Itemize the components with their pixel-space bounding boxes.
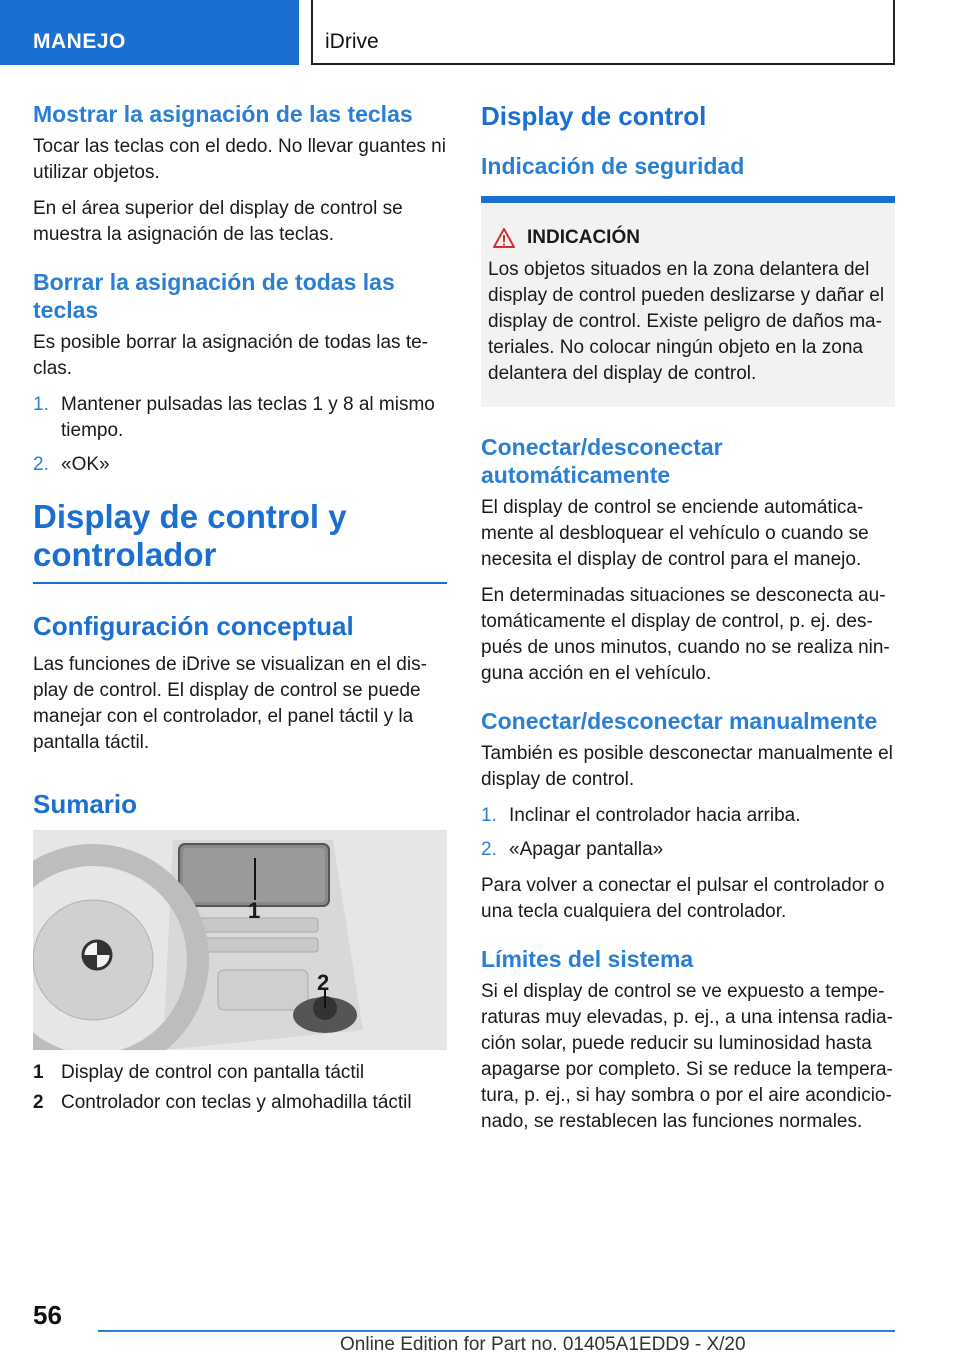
paragraph: En determinadas situaciones se desconecta au‐ tomáticamente el display de control, p. ej. des‐ pués de unos minutos, cuando no se realiza nin‐ guna acción en el vehículo. — [481, 585, 890, 684]
heading-control-display: Display de control — [481, 101, 707, 131]
notice-box — [481, 196, 895, 407]
heading-system-limits: Límites del sistema — [481, 946, 694, 972]
legend-item — [33, 1090, 447, 1116]
notice-title-text: INDICACIÓN — [527, 227, 640, 248]
paragraph: También es posible desconectar manualmente el display de control. — [481, 743, 893, 790]
step-number: 1. — [33, 394, 49, 415]
footer-rule — [98, 1330, 895, 1332]
cockpit-drawing — [33, 830, 447, 1050]
heading-rule — [33, 582, 447, 584]
notice-text: Los objetos situados en la zona delantera del display de control pueden deslizarse y dañar el display de control. Existe peligro de daños ma‐ teriales. No colocar ningún objeto en la zona delantera del display de control. — [488, 259, 885, 384]
paragraph: Si el display de control se ve expuesto a tempe‐ raturas muy elevadas, p. ej., a una intensa radia‐ ción solar, puede reducir su luminosidad hasta apagarse por completo. Si se reduce la tempera‐ tura, p. ej., si hay sombra o por el aire acondicio‐ nado, se restablecen las funciones normales. — [481, 981, 893, 1132]
step-list — [481, 803, 895, 863]
list-item — [33, 392, 447, 444]
paragraph: Es posible borrar la asignación de todas las te‐ clas. — [33, 332, 429, 379]
notice-title — [488, 225, 887, 251]
right-column — [481, 100, 895, 1145]
header-chapter-tab — [311, 0, 895, 65]
step-text: «Apagar pantalla» — [509, 839, 664, 860]
paragraph: Las funciones de iDrive se visualizan en el dis‐ play de control. El display de control se puede manejar con el controlador, el panel táctil y la pantalla táctil. — [33, 654, 427, 753]
heading-safety-note: Indicación de seguridad — [481, 153, 745, 179]
legend-text: Display de control con pantalla táctil — [61, 1062, 365, 1083]
step-text: Mantener pulsadas las teclas 1 y 8 al mismo tiempo. — [61, 394, 435, 441]
legend-text: Controlador con teclas y almohadilla táctil — [61, 1092, 412, 1113]
cockpit-illustration — [33, 830, 447, 1050]
header-chapter-label: iDrive — [325, 30, 379, 53]
legend-item — [33, 1060, 447, 1086]
list-item — [481, 837, 895, 863]
step-list — [33, 392, 447, 478]
chapter-heading: Display de control y controlador — [33, 498, 347, 573]
figure-callout-1: 1 — [248, 898, 261, 923]
step-number: 2. — [481, 839, 497, 860]
heading-auto-switch: Conectar/desconectar automáticamente — [481, 434, 723, 488]
footer-edition: Online Edition for Part no. 01405A1EDD9 - X/20 — [340, 1334, 746, 1355]
legend-number: 2 — [33, 1092, 44, 1113]
heading-overview: Sumario — [33, 789, 138, 819]
paragraph: En el área superior del display de control se muestra la asignación de las teclas. — [33, 198, 403, 245]
header-section-label: MANEJO — [33, 30, 126, 53]
paragraph: Tocar las teclas con el dedo. No llevar guantes ni utilizar objetos. — [33, 136, 446, 183]
heading-show-key-assignment: Mostrar la asignación de las teclas — [33, 101, 413, 127]
step-number: 1. — [481, 805, 497, 826]
heading-clear-key-assignment: Borrar la asignación de todas las teclas — [33, 269, 395, 323]
warning-triangle-icon — [493, 228, 515, 248]
figure-callout-2: 2 — [317, 970, 330, 995]
legend-number: 1 — [33, 1062, 44, 1083]
heading-concept: Configuración conceptual — [33, 611, 354, 641]
paragraph: Para volver a conectar el pulsar el controlador o una tecla cualquiera del controlador. — [481, 875, 885, 922]
step-text: Inclinar el controlador hacia arriba. — [509, 805, 801, 826]
step-text: «OK» — [61, 454, 110, 475]
step-number: 2. — [33, 454, 49, 475]
heading-manual-switch: Conectar/desconectar manualmente — [481, 708, 878, 734]
figure-legend — [33, 1060, 447, 1116]
page-number: 56 — [33, 1300, 62, 1330]
left-column — [33, 100, 447, 1120]
header-section-tab — [0, 0, 299, 65]
list-item — [33, 452, 447, 478]
list-item — [481, 803, 895, 829]
paragraph: El display de control se enciende automática‐ mente al desbloquear el vehículo o cuando se necesita el display de control para el manejo. — [481, 497, 869, 570]
